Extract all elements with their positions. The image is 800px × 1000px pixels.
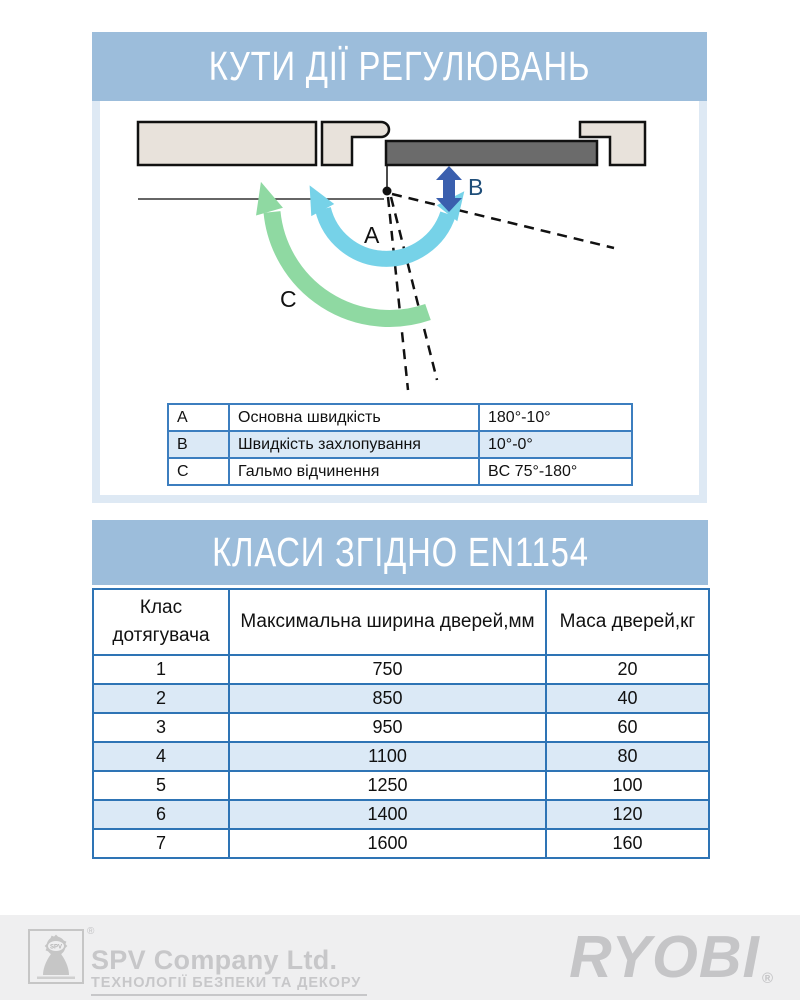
- cell-width: 1600: [229, 829, 546, 858]
- table-row: [93, 655, 709, 684]
- table-row: [93, 771, 709, 800]
- table-row: [93, 713, 709, 742]
- legend-key: C: [168, 458, 229, 485]
- spv-logo-box: [28, 929, 84, 984]
- classes-table: [92, 588, 710, 859]
- wall-left: [138, 122, 316, 165]
- classes-section: [92, 520, 708, 859]
- cell-mass: 80: [546, 742, 709, 771]
- angles-title: КУТИ ДІЇ РЕГУЛЮВАНЬ: [208, 43, 591, 89]
- cell-width: 950: [229, 713, 546, 742]
- spv-logo-text: SPV: [49, 944, 63, 951]
- legend-name: Гальмо відчинення: [229, 458, 479, 485]
- legend-name: Основна швидкість: [229, 404, 479, 431]
- cell-class: 2: [93, 684, 229, 713]
- spv-tagline: ТЕХНОЛОГІЇ БЕЗПЕКИ ТА ДЕКОРУ: [91, 974, 367, 996]
- label-c: C: [280, 286, 297, 312]
- spv-logo-mark: [30, 931, 82, 982]
- door-jamb-left: [322, 122, 389, 165]
- legend-value: 180°-10°: [479, 404, 632, 431]
- table-row: [93, 829, 709, 858]
- legend-key: A: [168, 404, 229, 431]
- cell-class: 3: [93, 713, 229, 742]
- table-row: [168, 404, 632, 431]
- cell-class: 4: [93, 742, 229, 771]
- cell-width: 850: [229, 684, 546, 713]
- footer: [0, 915, 800, 1000]
- spv-text-block: [91, 946, 367, 996]
- spv-company-name: SPV Company Ltd.: [91, 945, 338, 975]
- ryobi-logo: [569, 924, 774, 990]
- angles-diagram-panel: [92, 101, 707, 503]
- cell-width: 1250: [229, 771, 546, 800]
- cell-mass: 100: [546, 771, 709, 800]
- cell-width: 1100: [229, 742, 546, 771]
- table-row: [93, 800, 709, 829]
- col-header-class: Клас дотягувача: [93, 589, 229, 655]
- table-row: [93, 684, 709, 713]
- table-header-row: [93, 589, 709, 655]
- cell-mass: 60: [546, 713, 709, 742]
- legend-key: B: [168, 431, 229, 458]
- table-row: [93, 742, 709, 771]
- cell-mass: 20: [546, 655, 709, 684]
- angles-section: [92, 32, 707, 503]
- legend-value: BC 75°-180°: [479, 458, 632, 485]
- table-row: [168, 431, 632, 458]
- angles-title-band: [92, 32, 707, 101]
- legend-name: Швидкість захлопування: [229, 431, 479, 458]
- angles-legend-table: [167, 403, 633, 486]
- cell-width: 1400: [229, 800, 546, 829]
- pivot-point: [383, 187, 392, 196]
- ryobi-wordmark: RYOBI: [569, 924, 760, 990]
- cell-mass: 160: [546, 829, 709, 858]
- label-a: A: [364, 222, 380, 248]
- ryobi-registered-icon: ®: [761, 970, 774, 987]
- col-header-width: Максимальна ширина дверей,мм: [229, 589, 546, 655]
- classes-title: КЛАСИ ЗГІДНО EN1154: [211, 529, 589, 575]
- cell-class: 5: [93, 771, 229, 800]
- label-b: B: [468, 174, 484, 200]
- door-leaf: [386, 141, 597, 165]
- cell-class: 1: [93, 655, 229, 684]
- legend-value: 10°-0°: [479, 431, 632, 458]
- table-row: [168, 458, 632, 485]
- classes-title-band: [92, 520, 708, 585]
- cell-mass: 40: [546, 684, 709, 713]
- col-header-mass: Маса дверей,кг: [546, 589, 709, 655]
- dashed-door-positions: [388, 194, 614, 390]
- cell-width: 750: [229, 655, 546, 684]
- cell-mass: 120: [546, 800, 709, 829]
- spv-registered-icon: ®: [87, 926, 95, 937]
- cell-class: 6: [93, 800, 229, 829]
- cell-class: 7: [93, 829, 229, 858]
